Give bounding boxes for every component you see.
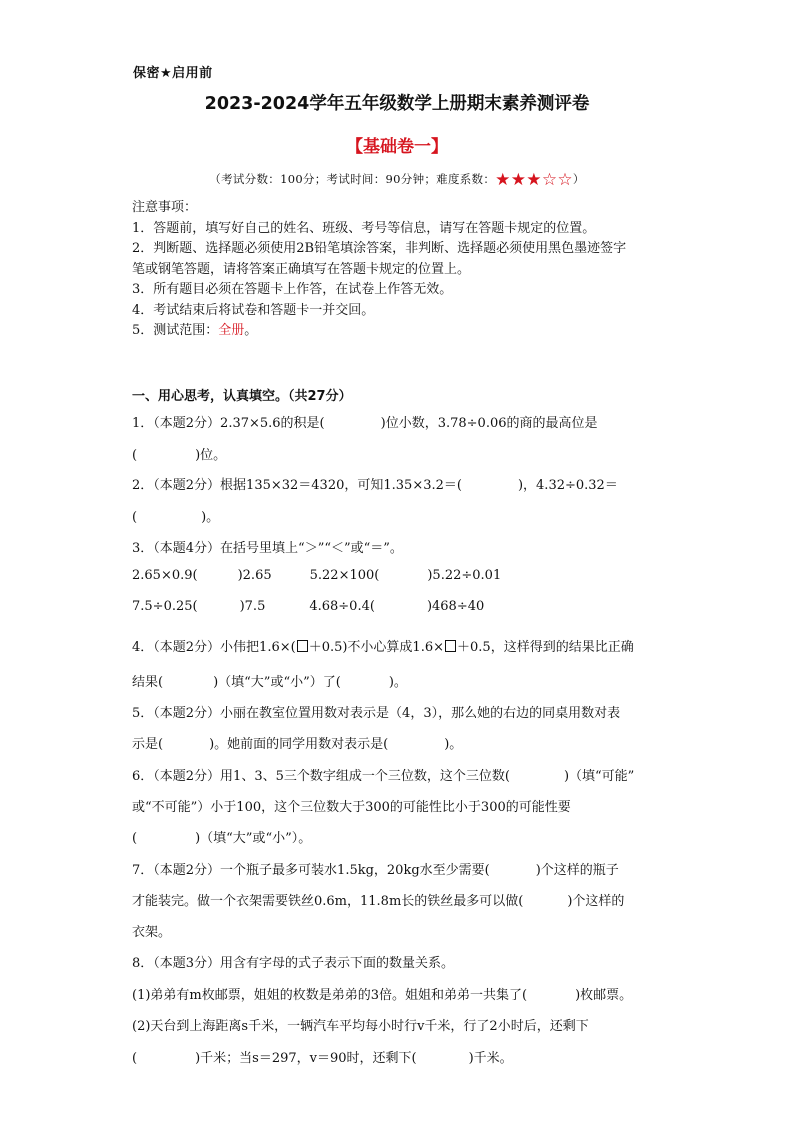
q8-text-e: )千米。 xyxy=(468,1051,513,1066)
star-filled-icon: ★ xyxy=(526,170,542,190)
q6-line2: 或“不可能”）小于100，这个三位数大于300的可能性比小于300的可能性要 xyxy=(132,800,571,815)
q8-line1: 8．（本题3分）用含有字母的式子表示下面的数量关系。 xyxy=(132,956,455,971)
note-1: 1．答题前，填写好自己的姓名、班级、考号等信息，请写在答题卡规定的位置。 xyxy=(132,220,596,236)
q3-a-left: 2.65×0.9( xyxy=(132,568,198,583)
q2-text-b: )，4.32÷0.32＝ xyxy=(517,478,618,493)
q7-text-b: )个这样的瓶子 xyxy=(535,863,619,878)
q1-text-a: 1．（本题2分）2.37×5.6的积是( xyxy=(132,416,325,431)
q6-text-c: ( xyxy=(132,831,138,846)
q3-a-right: )2.65 xyxy=(237,568,272,583)
notes-block xyxy=(132,198,672,342)
placeholder-box-icon xyxy=(297,640,308,652)
q5-text-b: )。她前面的同学用数对表示是( xyxy=(209,737,389,752)
q3-b-right: )5.22÷0.01 xyxy=(427,568,502,583)
placeholder-box-icon xyxy=(445,640,456,652)
page-title: 2023-2024学年五年级数学上册期末素养测评卷 xyxy=(204,94,590,114)
q8-text-d: )千米；当s＝297，v＝90时，还剩下( xyxy=(195,1051,417,1066)
q7-line1 xyxy=(132,859,619,878)
q3-d-left: 4.68÷0.4( xyxy=(309,599,375,614)
q5-text-a: 示是( xyxy=(132,737,164,752)
star-empty-icon: ☆ xyxy=(541,170,558,190)
note-2a: 2．判断题、选择题必须使用2B铅笔填涂答案，非判断、选择题必须使用黑色墨迹签字 xyxy=(132,241,627,256)
notes-heading: 注意事项： xyxy=(132,200,198,215)
q4-line2 xyxy=(132,671,407,690)
q2-line2 xyxy=(132,506,219,525)
q8-text-b: )枚邮票。 xyxy=(575,988,633,1003)
q2-line1 xyxy=(132,474,618,493)
q4-text-e: )（填“大”或“小”）了( xyxy=(213,675,341,690)
test-scope: 全册 xyxy=(218,323,245,338)
q4-text-c: ＋0.5，这样得到的结果比正确 xyxy=(457,640,634,655)
q1-text-b: )位小数，3.78÷0.06的商的最高位是 xyxy=(380,416,598,431)
q6-text-b: )（填“可能” xyxy=(563,769,635,784)
note-3: 3．所有题目必须在答题卡上作答，在试卷上作答无效。 xyxy=(132,282,453,297)
note-5-end: 。 xyxy=(244,323,258,338)
note-5 xyxy=(132,321,672,342)
confidential-label: 保密★启用前 xyxy=(133,66,213,81)
q8-line4 xyxy=(132,1047,513,1066)
q1-line1 xyxy=(132,412,598,431)
section-1-title: 一、用心思考，认真填空。（共27分） xyxy=(132,389,352,404)
q8-line3: (2)天台到上海距离s千米，一辆汽车平均每小时行v千米，行了2小时后，还剩下 xyxy=(132,1019,589,1034)
q7-text-d: )个这样的 xyxy=(567,894,625,909)
q7-text-c: 才能装完。做一个衣架需要铁丝0.6m，11.8m长的铁丝最多可以做( xyxy=(132,894,524,909)
paper-subtitle: 【基础卷一】 xyxy=(346,137,448,157)
q6-line1 xyxy=(132,765,634,784)
star-filled-icon: ★ xyxy=(510,170,527,190)
exam-meta xyxy=(0,170,794,190)
q5-text-c: )。 xyxy=(444,737,463,752)
q4-text-b: ＋0.5)不小心算成1.6× xyxy=(308,640,445,655)
difficulty-stars xyxy=(495,170,573,190)
q7-line3: 衣架。 xyxy=(132,925,172,940)
star-filled-icon: ★ xyxy=(495,170,511,190)
q4-text-f: )。 xyxy=(388,675,407,690)
q2-text-d: )。 xyxy=(201,510,220,525)
star-empty-icon: ☆ xyxy=(557,170,573,190)
exam-meta-close: ） xyxy=(572,172,585,186)
note-2b: 笔或钢笔答题，请将答案正确填写在答题卡规定的位置上。 xyxy=(132,261,471,277)
q4-text-a: 4．（本题2分）小伟把1.6×( xyxy=(132,640,296,655)
q1-line2 xyxy=(132,444,226,463)
q8-line2 xyxy=(132,984,632,1003)
q3-line1: 3．（本题4分）在括号里填上“＞”“＜”或“＝”。 xyxy=(132,541,403,556)
q3-c-right: )7.5 xyxy=(239,599,266,614)
q4-text-d: 结果( xyxy=(132,675,164,690)
q6-line3 xyxy=(132,827,311,846)
q3-b-left: 5.22×100( xyxy=(309,568,380,583)
q2-text-c: ( xyxy=(132,510,138,525)
q6-text-d: )（填“大”或“小”）。 xyxy=(195,831,312,846)
q3-c-left: 7.5÷0.25( xyxy=(132,599,198,614)
q2-text-a: 2．（本题2分）根据135×32＝4320，可知1.35×3.2＝( xyxy=(132,478,462,493)
q7-line2 xyxy=(132,890,624,909)
q7-text-a: 7．（本题2分）一个瓶子最多可装水1.5kg，20kg水至少需要( xyxy=(132,863,490,878)
q4-line1 xyxy=(132,636,634,655)
exam-meta-text: （考试分数：100分；考试时间：90分钟；难度系数： xyxy=(209,172,496,186)
q1-text-d: )位。 xyxy=(195,448,227,463)
note-4: 4．考试结束后将试卷和答题卡一并交回。 xyxy=(132,302,375,318)
q8-text-c: ( xyxy=(132,1051,138,1066)
q5-line2 xyxy=(132,733,462,752)
q8-text-a: (1)弟弟有m枚邮票，姐姐的枚数是弟弟的3倍。姐姐和弟弟一共集了( xyxy=(132,988,528,1003)
q6-text-a: 6．（本题2分）用1、3、5三个数字组成一个三位数，这个三位数( xyxy=(132,769,510,784)
q3-d-right: )468÷40 xyxy=(426,599,485,614)
q1-text-c: ( xyxy=(132,448,138,463)
q3-row-2 xyxy=(132,599,484,614)
q3-row-1 xyxy=(132,568,501,583)
q5-line1: 5．（本题2分）小丽在教室位置用数对表示是（4，3），那么她的右边的同桌用数对表 xyxy=(132,706,621,721)
note-5-label: 5．测试范围： xyxy=(132,323,219,338)
